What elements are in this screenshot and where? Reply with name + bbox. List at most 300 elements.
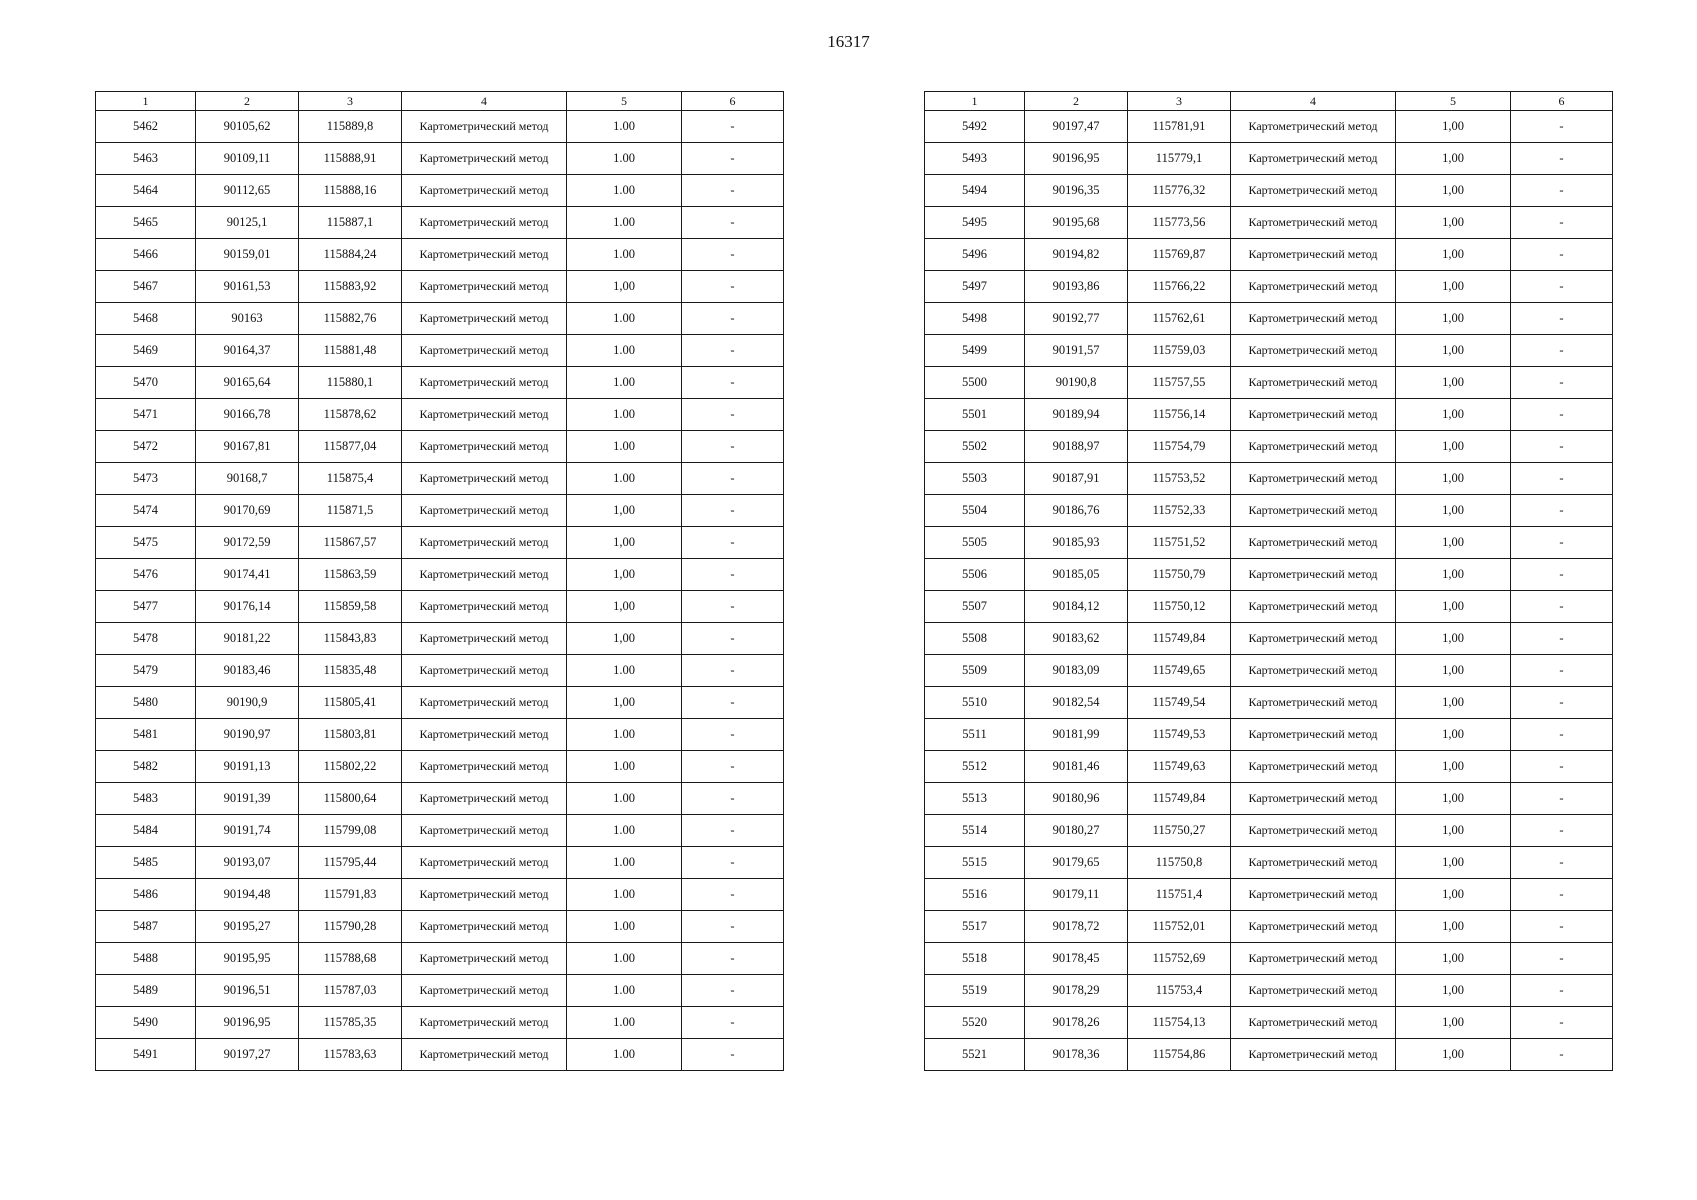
cell-method: Картометрический метод [1231,975,1396,1007]
cell-method: Картометрический метод [402,975,567,1007]
cell-description: - [682,559,784,591]
table-row [96,975,784,1007]
cell-y-coordinate: 115750,79 [1128,559,1231,591]
table-row [925,879,1613,911]
cell-x-coordinate: 90191,39 [196,783,299,815]
cell-accuracy: 1.00 [567,1039,682,1071]
table-row [96,175,784,207]
cell-x-coordinate: 90178,45 [1025,943,1128,975]
cell-x-coordinate: 90187,91 [1025,463,1128,495]
cell-y-coordinate: 115835,48 [299,655,402,687]
cell-method: Картометрический метод [1231,143,1396,175]
cell-accuracy: 1,00 [1396,1007,1511,1039]
column-header-accuracy: 5 [567,92,682,111]
cell-description: - [1511,1039,1613,1071]
cell-description: - [682,495,784,527]
cell-y-coordinate: 115805,41 [299,687,402,719]
cell-y-coordinate: 115779,1 [1128,143,1231,175]
table-row [925,335,1613,367]
column-header-method: 4 [402,92,567,111]
cell-y-coordinate: 115769,87 [1128,239,1231,271]
cell-x-coordinate: 90188,97 [1025,431,1128,463]
cell-accuracy: 1.00 [567,335,682,367]
cell-method: Картометрический метод [1231,527,1396,559]
cell-x-coordinate: 90185,05 [1025,559,1128,591]
cell-description: - [682,623,784,655]
cell-x-coordinate: 90178,72 [1025,911,1128,943]
cell-x-coordinate: 90159,01 [196,239,299,271]
cell-point-number: 5509 [925,655,1025,687]
cell-accuracy: 1,00 [1396,143,1511,175]
cell-y-coordinate: 115749,63 [1128,751,1231,783]
table-row [96,207,784,239]
table-row [96,111,784,143]
table-row [925,559,1613,591]
table-row [925,143,1613,175]
cell-y-coordinate: 115791,83 [299,879,402,911]
cell-point-number: 5483 [96,783,196,815]
cell-point-number: 5515 [925,847,1025,879]
cell-accuracy: 1,00 [1396,783,1511,815]
cell-description: - [682,783,784,815]
cell-x-coordinate: 90196,35 [1025,175,1128,207]
cell-point-number: 5484 [96,815,196,847]
cell-point-number: 5510 [925,687,1025,719]
table-row [96,719,784,751]
cell-x-coordinate: 90181,46 [1025,751,1128,783]
cell-description: - [1511,655,1613,687]
cell-description: - [1511,943,1613,975]
cell-point-number: 5499 [925,335,1025,367]
cell-description: - [1511,783,1613,815]
cell-x-coordinate: 90191,13 [196,751,299,783]
cell-accuracy: 1,00 [1396,207,1511,239]
table-row [925,303,1613,335]
table-row [96,591,784,623]
cell-method: Картометрический метод [402,495,567,527]
cell-point-number: 5482 [96,751,196,783]
cell-accuracy: 1.00 [567,879,682,911]
table-row [925,815,1613,847]
cell-x-coordinate: 90185,93 [1025,527,1128,559]
cell-x-coordinate: 90183,62 [1025,623,1128,655]
table-row [925,495,1613,527]
cell-method: Картометрический метод [1231,239,1396,271]
cell-x-coordinate: 90191,57 [1025,335,1128,367]
cell-accuracy: 1,00 [1396,111,1511,143]
cell-description: - [682,367,784,399]
cell-point-number: 5505 [925,527,1025,559]
table-row [96,303,784,335]
cell-accuracy: 1,00 [1396,271,1511,303]
cell-method: Картометрический метод [402,655,567,687]
cell-description: - [682,719,784,751]
table-row [96,847,784,879]
cell-point-number: 5497 [925,271,1025,303]
table-row [925,783,1613,815]
cell-accuracy: 1,00 [1396,239,1511,271]
cell-y-coordinate: 115859,58 [299,591,402,623]
cell-y-coordinate: 115795,44 [299,847,402,879]
cell-accuracy: 1,00 [1396,559,1511,591]
cell-accuracy: 1,00 [1396,719,1511,751]
cell-description: - [1511,623,1613,655]
cell-y-coordinate: 115750,12 [1128,591,1231,623]
cell-accuracy: 1.00 [567,399,682,431]
cell-method: Картометрический метод [402,463,567,495]
cell-x-coordinate: 90196,95 [1025,143,1128,175]
cell-point-number: 5496 [925,239,1025,271]
cell-y-coordinate: 115752,69 [1128,943,1231,975]
cell-method: Картометрический метод [1231,335,1396,367]
cell-description: - [1511,463,1613,495]
cell-x-coordinate: 90186,76 [1025,495,1128,527]
column-header-accuracy: 5 [1396,92,1511,111]
cell-y-coordinate: 115766,22 [1128,271,1231,303]
cell-x-coordinate: 90163 [196,303,299,335]
table-row [925,1039,1613,1071]
cell-accuracy: 1.00 [567,751,682,783]
cell-description: - [682,1007,784,1039]
cell-description: - [1511,751,1613,783]
cell-point-number: 5465 [96,207,196,239]
cell-method: Картометрический метод [1231,1007,1396,1039]
table-row [96,911,784,943]
cell-x-coordinate: 90112,65 [196,175,299,207]
table-row [925,975,1613,1007]
cell-point-number: 5498 [925,303,1025,335]
cell-y-coordinate: 115750,8 [1128,847,1231,879]
cell-description: - [1511,143,1613,175]
cell-description: - [682,1039,784,1071]
table-row [96,687,784,719]
cell-point-number: 5488 [96,943,196,975]
cell-y-coordinate: 115877,04 [299,431,402,463]
table-row [925,623,1613,655]
cell-accuracy: 1.00 [567,239,682,271]
cell-accuracy: 1,00 [1396,975,1511,1007]
cell-x-coordinate: 90178,36 [1025,1039,1128,1071]
cell-method: Картометрический метод [402,687,567,719]
cell-description: - [1511,527,1613,559]
cell-description: - [1511,815,1613,847]
cell-x-coordinate: 90168,7 [196,463,299,495]
cell-description: - [682,687,784,719]
cell-method: Картометрический метод [402,335,567,367]
cell-description: - [682,207,784,239]
cell-x-coordinate: 90179,11 [1025,879,1128,911]
table-row [96,559,784,591]
cell-point-number: 5480 [96,687,196,719]
cell-point-number: 5520 [925,1007,1025,1039]
table-row [96,143,784,175]
cell-y-coordinate: 115884,24 [299,239,402,271]
cell-method: Картометрический метод [402,207,567,239]
cell-description: - [1511,879,1613,911]
cell-method: Картометрический метод [1231,271,1396,303]
table-row [925,399,1613,431]
cell-accuracy: 1,00 [1396,335,1511,367]
cell-description: - [1511,847,1613,879]
cell-accuracy: 1.00 [567,655,682,687]
cell-method: Картометрический метод [1231,623,1396,655]
cell-method: Картометрический метод [1231,879,1396,911]
cell-accuracy: 1,00 [1396,495,1511,527]
cell-description: - [1511,687,1613,719]
cell-method: Картометрический метод [1231,175,1396,207]
cell-point-number: 5479 [96,655,196,687]
cell-method: Картометрический метод [1231,559,1396,591]
table-row [925,751,1613,783]
cell-point-number: 5495 [925,207,1025,239]
cell-accuracy: 1.00 [567,975,682,1007]
column-header-point-number: 1 [96,92,196,111]
cell-method: Картометрический метод [402,751,567,783]
coordinates-table-right [924,91,1613,1071]
cell-point-number: 5504 [925,495,1025,527]
cell-point-number: 5474 [96,495,196,527]
cell-accuracy: 1,00 [1396,303,1511,335]
cell-point-number: 5462 [96,111,196,143]
cell-y-coordinate: 115753,4 [1128,975,1231,1007]
cell-method: Картометрический метод [402,399,567,431]
cell-y-coordinate: 115867,57 [299,527,402,559]
table-row [96,751,784,783]
cell-description: - [1511,271,1613,303]
cell-y-coordinate: 115889,8 [299,111,402,143]
cell-accuracy: 1,00 [567,271,682,303]
cell-method: Картометрический метод [402,303,567,335]
cell-method: Картометрический метод [402,623,567,655]
cell-accuracy: 1,00 [1396,623,1511,655]
cell-accuracy: 1.00 [567,463,682,495]
table-row [925,687,1613,719]
cell-description: - [1511,303,1613,335]
cell-x-coordinate: 90189,94 [1025,399,1128,431]
cell-description: - [1511,1007,1613,1039]
cell-accuracy: 1.00 [567,175,682,207]
table-row [96,623,784,655]
cell-x-coordinate: 90193,07 [196,847,299,879]
cell-y-coordinate: 115843,83 [299,623,402,655]
cell-method: Картометрический метод [402,879,567,911]
cell-x-coordinate: 90184,12 [1025,591,1128,623]
cell-x-coordinate: 90196,51 [196,975,299,1007]
table-row [925,943,1613,975]
cell-method: Картометрический метод [402,847,567,879]
cell-x-coordinate: 90190,97 [196,719,299,751]
cell-method: Картометрический метод [402,143,567,175]
cell-x-coordinate: 90196,95 [196,1007,299,1039]
cell-accuracy: 1,00 [1396,591,1511,623]
cell-accuracy: 1.00 [567,207,682,239]
cell-description: - [682,463,784,495]
cell-point-number: 5489 [96,975,196,1007]
table-row [925,431,1613,463]
cell-description: - [682,943,784,975]
cell-y-coordinate: 115863,59 [299,559,402,591]
cell-x-coordinate: 90190,9 [196,687,299,719]
cell-method: Картометрический метод [402,943,567,975]
cell-accuracy: 1.00 [567,719,682,751]
cell-point-number: 5481 [96,719,196,751]
cell-accuracy: 1,00 [1396,431,1511,463]
cell-point-number: 5516 [925,879,1025,911]
cell-description: - [682,911,784,943]
cell-y-coordinate: 115753,52 [1128,463,1231,495]
cell-x-coordinate: 90195,27 [196,911,299,943]
cell-description: - [682,271,784,303]
cell-x-coordinate: 90165,64 [196,367,299,399]
cell-description: - [1511,175,1613,207]
table-row [925,1007,1613,1039]
cell-x-coordinate: 90174,41 [196,559,299,591]
cell-accuracy: 1,00 [1396,655,1511,687]
cell-accuracy: 1,00 [567,687,682,719]
cell-description: - [682,815,784,847]
cell-point-number: 5471 [96,399,196,431]
cell-accuracy: 1,00 [567,559,682,591]
cell-x-coordinate: 90178,29 [1025,975,1128,1007]
cell-x-coordinate: 90164,37 [196,335,299,367]
cell-accuracy: 1.00 [567,143,682,175]
table-row [96,239,784,271]
cell-x-coordinate: 90194,82 [1025,239,1128,271]
cell-x-coordinate: 90183,46 [196,655,299,687]
cell-accuracy: 1,00 [1396,463,1511,495]
cell-point-number: 5463 [96,143,196,175]
cell-y-coordinate: 115887,1 [299,207,402,239]
cell-method: Картометрический метод [402,911,567,943]
cell-y-coordinate: 115750,27 [1128,815,1231,847]
cell-method: Картометрический метод [1231,655,1396,687]
cell-y-coordinate: 115880,1 [299,367,402,399]
cell-y-coordinate: 115781,91 [1128,111,1231,143]
cell-y-coordinate: 115871,5 [299,495,402,527]
cell-x-coordinate: 90178,26 [1025,1007,1128,1039]
cell-y-coordinate: 115754,13 [1128,1007,1231,1039]
table-header-row [96,92,784,111]
cell-x-coordinate: 90182,54 [1025,687,1128,719]
cell-x-coordinate: 90190,8 [1025,367,1128,399]
cell-y-coordinate: 115751,52 [1128,527,1231,559]
cell-point-number: 5487 [96,911,196,943]
cell-x-coordinate: 90180,27 [1025,815,1128,847]
cell-method: Картометрический метод [402,783,567,815]
cell-point-number: 5476 [96,559,196,591]
cell-x-coordinate: 90170,69 [196,495,299,527]
cell-description: - [682,431,784,463]
cell-point-number: 5521 [925,1039,1025,1071]
cell-description: - [1511,591,1613,623]
page-number: 16317 [827,32,870,51]
cell-method: Картометрический метод [1231,911,1396,943]
table-row [96,655,784,687]
cell-accuracy: 1.00 [567,847,682,879]
cell-description: - [682,239,784,271]
cell-method: Картометрический метод [1231,1039,1396,1071]
cell-y-coordinate: 115749,84 [1128,783,1231,815]
cell-x-coordinate: 90194,48 [196,879,299,911]
cell-accuracy: 1,00 [1396,399,1511,431]
cell-description: - [682,975,784,1007]
cell-y-coordinate: 115749,53 [1128,719,1231,751]
cell-method: Картометрический метод [1231,367,1396,399]
cell-accuracy: 1.00 [567,1007,682,1039]
cell-accuracy: 1,00 [1396,911,1511,943]
cell-x-coordinate: 90125,1 [196,207,299,239]
table-row [925,463,1613,495]
table-row [925,239,1613,271]
cell-accuracy: 1.00 [567,943,682,975]
table-row [96,495,784,527]
cell-method: Картометрический метод [402,527,567,559]
table-row [925,591,1613,623]
cell-accuracy: 1.00 [567,815,682,847]
cell-accuracy: 1,00 [567,591,682,623]
cell-description: - [682,655,784,687]
table-row [925,367,1613,399]
cell-method: Картометрический метод [1231,207,1396,239]
table-row [925,207,1613,239]
cell-method: Картометрический метод [1231,815,1396,847]
table-row [96,1007,784,1039]
table-row [96,271,784,303]
cell-y-coordinate: 115878,62 [299,399,402,431]
cell-y-coordinate: 115783,63 [299,1039,402,1071]
cell-x-coordinate: 90197,47 [1025,111,1128,143]
column-header-x-coordinate: 2 [1025,92,1128,111]
cell-description: - [682,175,784,207]
cell-method: Картометрический метод [402,431,567,463]
table-row [925,111,1613,143]
cell-accuracy: 1,00 [567,623,682,655]
cell-point-number: 5507 [925,591,1025,623]
cell-accuracy: 1.00 [567,911,682,943]
cell-y-coordinate: 115756,14 [1128,399,1231,431]
cell-method: Картометрический метод [1231,463,1396,495]
cell-y-coordinate: 115785,35 [299,1007,402,1039]
cell-point-number: 5517 [925,911,1025,943]
cell-method: Картометрический метод [1231,303,1396,335]
cell-y-coordinate: 115776,32 [1128,175,1231,207]
cell-y-coordinate: 115762,61 [1128,303,1231,335]
table-row [925,911,1613,943]
cell-y-coordinate: 115790,28 [299,911,402,943]
table-row [925,175,1613,207]
cell-x-coordinate: 90195,95 [196,943,299,975]
cell-method: Картометрический метод [402,367,567,399]
table-row [96,1039,784,1071]
cell-accuracy: 1.00 [567,431,682,463]
cell-accuracy: 1.00 [567,111,682,143]
cell-accuracy: 1,00 [1396,367,1511,399]
cell-point-number: 5500 [925,367,1025,399]
cell-method: Картометрический метод [1231,495,1396,527]
cell-description: - [682,111,784,143]
column-header-x-coordinate: 2 [196,92,299,111]
cell-method: Картометрический метод [402,271,567,303]
cell-point-number: 5506 [925,559,1025,591]
cell-point-number: 5492 [925,111,1025,143]
cell-description: - [1511,335,1613,367]
cell-method: Картометрический метод [1231,751,1396,783]
cell-x-coordinate: 90167,81 [196,431,299,463]
cell-point-number: 5467 [96,271,196,303]
table-header-row [925,92,1613,111]
table-row [96,399,784,431]
cell-description: - [1511,911,1613,943]
